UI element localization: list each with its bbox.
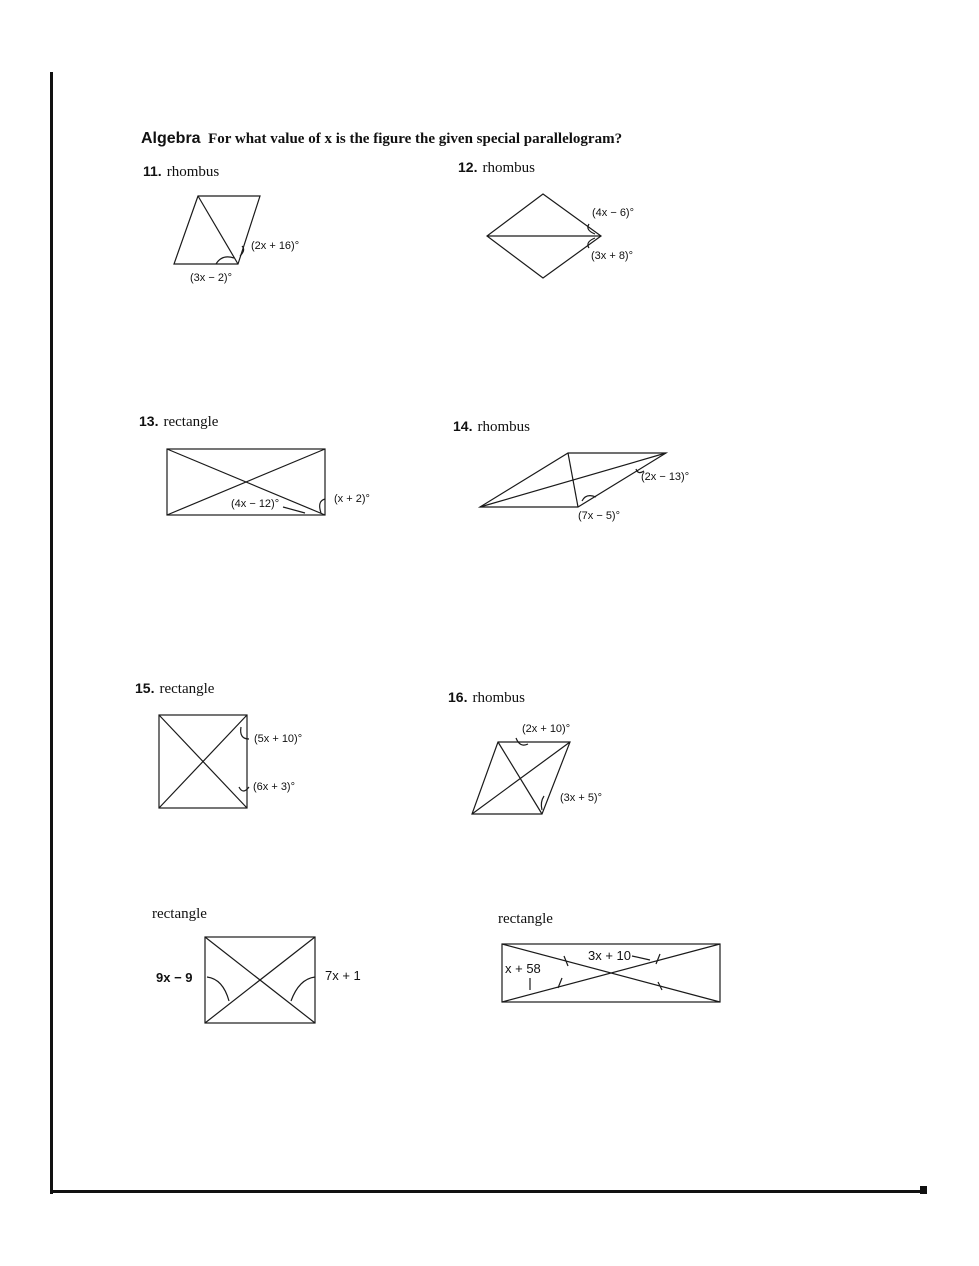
- problem-11-figure: [170, 192, 265, 272]
- problem-number: 16.: [448, 689, 468, 705]
- problem-number: 12.: [458, 159, 478, 175]
- label-arrow: [283, 507, 305, 513]
- problem-17-title: [152, 906, 207, 923]
- problem-17-label-a: 9x − 9: [156, 970, 193, 985]
- problem-18-label-a: x + 58: [505, 961, 541, 976]
- problem-shape: rectangle: [152, 906, 207, 922]
- problem-16-title: [448, 689, 525, 707]
- problem-12-label-b: (3x + 8)°: [591, 250, 633, 262]
- problem-16-label-b: (3x + 5)°: [560, 792, 602, 804]
- problem-number: 11.: [143, 163, 162, 179]
- problem-17-label-b: 7x + 1: [325, 968, 361, 983]
- problem-12-title: [458, 159, 535, 177]
- rhombus-diagonal: [568, 453, 578, 507]
- problem-14-label-b: (7x − 5)°: [578, 510, 620, 522]
- problem-shape: rhombus: [477, 419, 530, 435]
- label-arrow: [291, 977, 315, 1001]
- problem-11-title: [143, 163, 219, 181]
- page-border-bottom: [50, 1190, 926, 1193]
- problem-12-label-a: (4x − 6)°: [592, 207, 634, 219]
- problem-14-title: [453, 418, 530, 436]
- page-border-corner: [920, 1186, 927, 1194]
- problem-15-figure: [157, 713, 249, 810]
- label-arrow: [207, 977, 229, 1001]
- problem-12-figure: [485, 192, 605, 282]
- problem-shape: rectangle: [498, 911, 553, 927]
- problem-13-label-a: (4x − 12)°: [231, 498, 280, 510]
- rhombus-diagonal: [472, 742, 570, 814]
- heading-question: For what value of x is the figure the given special parallelogram?: [208, 131, 623, 147]
- problem-13-title: [139, 413, 218, 431]
- angle-arc: [320, 499, 325, 513]
- problem-14-label-a: (2x − 13)°: [641, 471, 690, 483]
- problem-shape: rectangle: [163, 414, 219, 430]
- problem-number: 13.: [139, 413, 159, 429]
- problem-shape: rectangle: [159, 681, 215, 697]
- angle-arc: [541, 796, 544, 810]
- heading-label: Algebra: [141, 130, 201, 147]
- rhombus-diagonal: [198, 196, 238, 264]
- problem-11-label-b: (3x − 2)°: [190, 272, 232, 284]
- problem-shape: rhombus: [472, 690, 525, 706]
- problem-number: 15.: [135, 680, 155, 696]
- problem-15-label-a: (5x + 10)°: [254, 733, 303, 745]
- problem-16-label-a: (2x + 10)°: [522, 723, 571, 735]
- problem-18-label-b: 3x + 10: [588, 948, 632, 963]
- problem-14-figure: [478, 451, 668, 511]
- problem-number: 14.: [453, 418, 473, 434]
- angle-arc: [216, 257, 234, 264]
- problem-13-label-b: (x + 2)°: [334, 493, 370, 505]
- problem-17-figure: [195, 935, 321, 1025]
- tick-mark: [656, 954, 660, 964]
- problem-shape: rhombus: [166, 164, 220, 180]
- problem-18-title: [498, 911, 553, 928]
- problem-11-label-a: (2x + 16)°: [251, 240, 300, 252]
- problem-15-title: [135, 680, 214, 698]
- rhombus-outline: [174, 196, 260, 264]
- angle-arc: [241, 727, 249, 739]
- problem-16-figure: [470, 738, 572, 818]
- label-arrow: [632, 956, 650, 960]
- problem-15-label-b: (6x + 3)°: [253, 781, 295, 793]
- worksheet-heading: [141, 130, 622, 148]
- page-border-left: [50, 72, 53, 1194]
- problem-shape: rhombus: [482, 160, 535, 176]
